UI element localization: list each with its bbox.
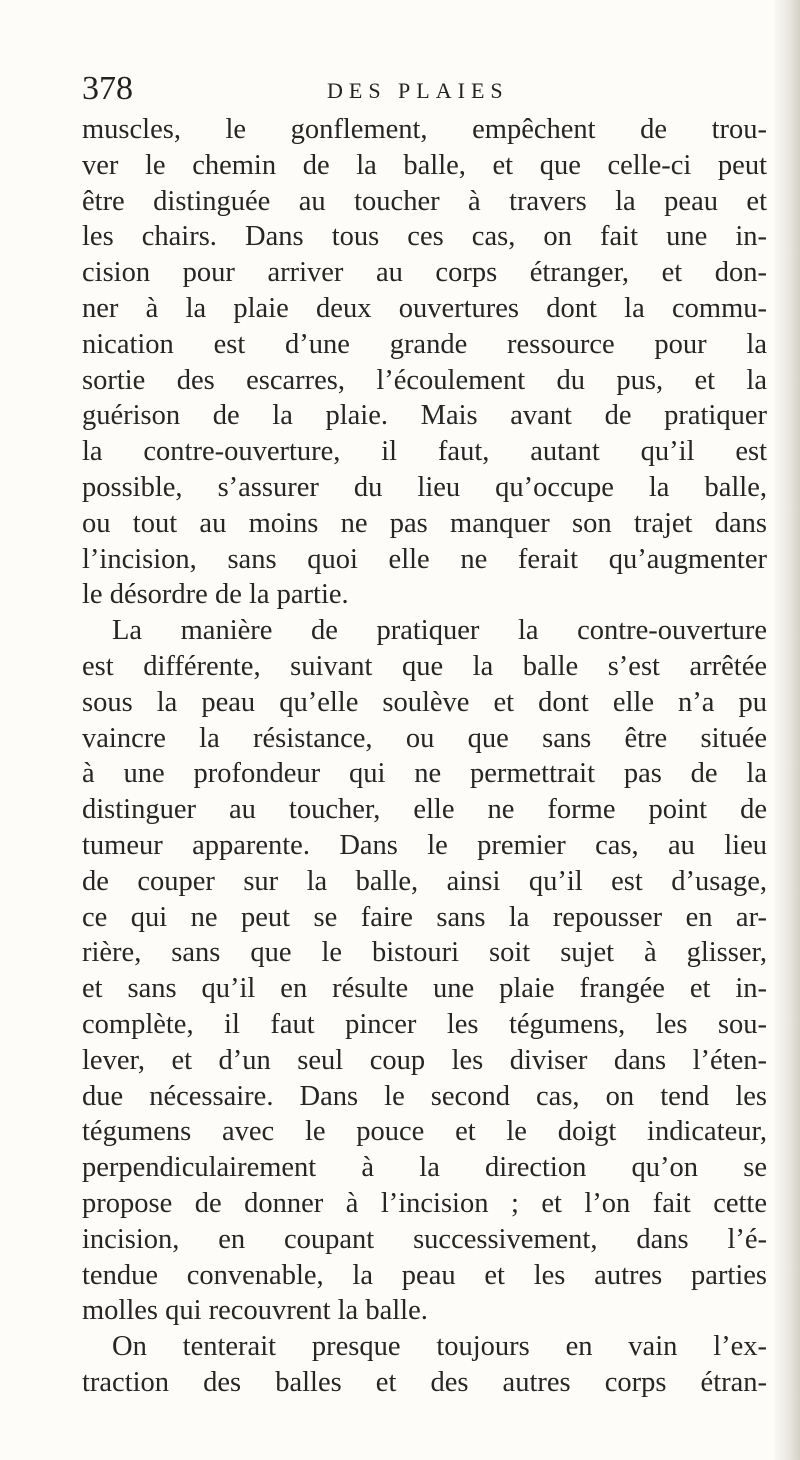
text-line: traction des balles et des autres corps étran- <box>82 1366 767 1398</box>
text-line: incision, en coupant successivement, dans l’é- <box>82 1223 767 1255</box>
text-line: guérison de la plaie. Mais avant de pratiquer <box>82 400 767 432</box>
page-number: 378 <box>82 70 133 107</box>
text-line: molles qui recouvrent la balle. <box>82 1295 428 1327</box>
text-line: tumeur apparente. Dans le premier cas, au lieu <box>82 829 767 861</box>
text-line: lever, et d’un seul coup les diviser dans l’éten- <box>82 1044 767 1076</box>
text-line: nication est d’une grande ressource pour la <box>82 328 767 360</box>
body-text <box>82 112 767 1401</box>
text-line: On tenterait presque toujours en vain l’ex- <box>112 1331 767 1363</box>
text-line: tégumens avec le pouce et le doigt indicateur, <box>82 1116 767 1148</box>
text-line: ver le chemin de la balle, et que celle-ci peut <box>82 149 767 181</box>
text-line: sous la peau qu’elle soulève et dont elle n’a pu <box>82 686 767 718</box>
text-line: possible, s’assurer du lieu qu’occupe la balle, <box>82 471 767 503</box>
text-line: rière, sans que le bistouri soit sujet à glisser, <box>82 937 767 969</box>
text-line: due nécessaire. Dans le second cas, on tend les <box>82 1080 767 1112</box>
text-line: sortie des escarres, l’écoulement du pus, et la <box>82 364 767 396</box>
text-line: les chairs. Dans tous ces cas, on fait une in- <box>82 221 767 253</box>
text-line: tendue convenable, la peau et les autres parties <box>82 1259 767 1291</box>
text-line: de couper sur la balle, ainsi qu’il est d’usage, <box>82 865 767 897</box>
text-line: muscles, le gonflement, empêchent de trou- <box>82 114 767 145</box>
text-line: perpendiculairement à la direction qu’on se <box>82 1152 767 1184</box>
page-edge-shadow <box>774 0 800 1460</box>
text-line: distinguer au toucher, elle ne forme point de <box>82 794 767 826</box>
text-line: complète, il faut pincer les tégumens, les sou- <box>82 1008 767 1040</box>
text-line: ce qui ne peut se faire sans la repousser en ar- <box>82 901 767 933</box>
text-line: à une profondeur qui ne permettrait pas de la <box>82 758 767 790</box>
text-line: est différente, suivant que la balle s’est arrêtée <box>82 650 767 682</box>
text-line: propose de donner à l’incision ; et l’on fait cette <box>82 1187 767 1219</box>
text-line: cision pour arriver au corps étranger, et don- <box>82 257 767 289</box>
text-line: vaincre la résistance, ou que sans être située <box>82 722 767 754</box>
text-line: le désordre de la partie. <box>82 579 349 611</box>
text-line: l’incision, sans quoi elle ne ferait qu’augmenter <box>82 543 767 575</box>
running-title: DES PLAIES <box>327 78 509 103</box>
text-line: la contre-ouverture, il faut, autant qu’il est <box>82 436 767 468</box>
text-line: et sans qu’il en résulte une plaie frangée et in- <box>82 973 767 1005</box>
text-line: être distinguée au toucher à travers la peau et <box>82 185 767 217</box>
text-line: La manière de pratiquer la contre-ouverture <box>112 615 767 647</box>
running-head <box>82 70 742 110</box>
text-line: ner à la plaie deux ouvertures dont la commu- <box>82 292 767 324</box>
text-line: ou tout au moins ne pas manquer son trajet dans <box>82 507 767 539</box>
